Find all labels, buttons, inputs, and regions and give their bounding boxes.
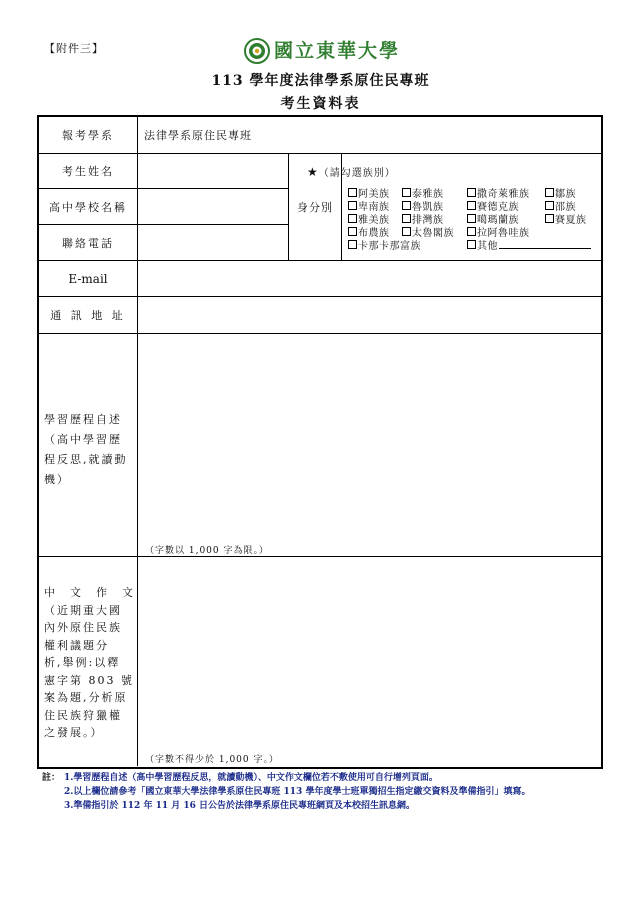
tribe-checkbox-thao[interactable]: 邵族 [545, 198, 576, 213]
tribe-checkbox-saisiyat[interactable]: 賽夏族 [545, 211, 587, 226]
study-word-limit: （字數以 1,000 字為限。） [145, 546, 269, 556]
form-title: 113 學年度法律學系原住民專班 [211, 73, 430, 89]
checkbox-icon [348, 188, 357, 197]
address-label: 通 訊 地 址 [39, 297, 138, 334]
checkbox-icon [348, 214, 357, 223]
tribe-checkbox-other[interactable]: 其他 [467, 237, 591, 252]
notes-tag: 註： [42, 773, 61, 783]
checkbox-icon [467, 227, 476, 236]
essay-word-limit: （字數不得少於 1,000 字。） [145, 755, 279, 765]
checkbox-icon [348, 240, 357, 249]
checkbox-icon [545, 188, 554, 197]
checkbox-icon [402, 188, 411, 197]
note-item: 3.準備指引於 112 年 11 月 16 日公告於法律學系原住民專班網頁及本校招生訊息網。 [64, 801, 416, 811]
tribe-checkbox-yami[interactable]: 雅美族 [348, 211, 390, 226]
checkbox-icon [467, 188, 476, 197]
checkbox-icon [467, 201, 476, 210]
essay-label: 中 文 作 文 （近期重大國 內外原住民族 權利議題分 析,舉例:以釋 憲字第 803 號 案為題,分析原 住民族狩獵權 之發展。） [44, 586, 135, 739]
tribe-checkbox-puyuma[interactable]: 卑南族 [348, 198, 390, 213]
study-field[interactable] [138, 334, 602, 557]
star-icon: ★ [307, 165, 319, 179]
tribe-checkbox-paiwan[interactable]: 排灣族 [402, 211, 444, 226]
study-label: 學習歷程自述 （高中學習歷 程反思,就讀動 機） [44, 413, 128, 486]
checkbox-icon [467, 240, 476, 249]
name-label: 考生姓名 [39, 154, 138, 189]
email-label: E-mail [39, 261, 138, 297]
tribe-checkbox-rukai[interactable]: 魯凱族 [402, 198, 444, 213]
tribe-checkbox-sakizaya[interactable]: 撒奇萊雅族 [467, 185, 530, 200]
tribe-checkbox-kavalan[interactable]: 噶瑪蘭族 [467, 211, 519, 226]
tribe-checkbox-amis[interactable]: 阿美族 [348, 185, 390, 200]
university-emblem-icon [244, 38, 270, 64]
address-field[interactable] [138, 297, 602, 334]
essay-field[interactable] [138, 557, 602, 766]
tribe-checkbox-tsou[interactable]: 鄒族 [545, 185, 576, 200]
tribe-checkbox-hla-alua[interactable]: 拉阿魯哇族 [467, 224, 530, 239]
tribe-checkbox-atayal[interactable]: 泰雅族 [402, 185, 444, 200]
phone-field[interactable] [138, 225, 289, 261]
checkbox-icon [402, 214, 411, 223]
attachment-label: 【附件三】 [44, 42, 104, 55]
checkbox-icon [467, 214, 476, 223]
tribe-checkbox-truku[interactable]: 太魯閣族 [402, 224, 454, 239]
checkbox-icon [402, 227, 411, 236]
note-item: 2.以上欄位請參考「國立東華大學法律學系原住民專班 113 學年度學士班單獨招生指定繳交資料及準備指引」填寫。 [64, 787, 531, 797]
form-subtitle: 考生資料表 [280, 96, 361, 112]
checkbox-icon [402, 201, 411, 210]
tribe-checkbox-bunun[interactable]: 布農族 [348, 224, 390, 239]
school-label: 高中學校名稱 [39, 189, 138, 225]
school-field[interactable] [138, 189, 289, 225]
checkbox-icon [545, 214, 554, 223]
name-field[interactable] [138, 154, 289, 189]
tribe-prompt: ★（請勾選族別） [307, 165, 396, 179]
identity-label: 身分別 [289, 154, 342, 261]
checkbox-icon [348, 227, 357, 236]
dept-value: 法律學系原住民專班 [138, 117, 602, 154]
university-logo [244, 37, 400, 65]
university-name: 國立東華大學 [274, 40, 401, 62]
tribe-checkbox-kanakanavu[interactable]: 卡那卡那富族 [348, 237, 421, 252]
checkbox-icon [348, 201, 357, 210]
dept-label: 報考學系 [39, 117, 138, 154]
note-item: 1.學習歷程自述（高中學習歷程反思，就讀動機）、中文作文欄位若不敷使用可自行增列頁面。 [64, 773, 438, 783]
checkbox-icon [545, 201, 554, 210]
email-field[interactable] [138, 261, 602, 297]
phone-label: 聯絡電話 [39, 225, 138, 261]
other-tribe-input[interactable] [499, 240, 591, 249]
tribe-checkbox-seediq[interactable]: 賽德克族 [467, 198, 519, 213]
